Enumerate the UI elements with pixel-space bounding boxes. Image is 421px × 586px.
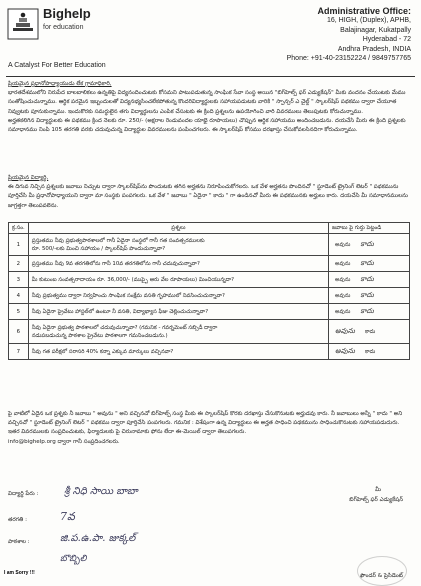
- question-text: నీవు ప్రభుత్వము ద్వారా నిర్వహించు సాంఘిక సంక్షేమ వసతి గృహములో నివసించుచున్నావా?: [28, 288, 328, 304]
- student-name-label: విద్యార్థి పేరు :: [8, 491, 39, 497]
- answer-cell[interactable]: [329, 344, 410, 360]
- student-section: [8, 174, 412, 211]
- answer-cell[interactable]: [329, 256, 410, 272]
- question-text: నీవు ఏదైనా ప్రైవేటు హాస్టల్‌లో ఉంటూ నీ వసతి, విద్యాభ్యాస ఫీజు చెల్లించుచున్నావా?: [28, 304, 328, 320]
- no-option[interactable]: కాదు: [364, 348, 376, 355]
- tagline: A Catalyst For Better Education: [8, 62, 106, 69]
- answer-cell[interactable]: [329, 320, 410, 344]
- no-option[interactable]: కాదు: [364, 328, 376, 335]
- address-value: బొబ్బిలి: [60, 554, 87, 564]
- closing-salutation: మీ: [375, 487, 381, 493]
- answer-mark: అవును: [335, 346, 355, 355]
- brand-subtitle: for education: [43, 24, 84, 31]
- answer-mark: కాదు: [360, 239, 374, 248]
- office-phone: Phone: +91-40-23152224 / 9849757765: [286, 55, 411, 63]
- question-text: మీ కుటుంబ సంవత్సరాదాయం రూ. 36,000/- (ముప్పై ఆరు వేల రూపాయలు) మించియున్నదా?: [28, 272, 328, 288]
- question-line: నీవు ఏదైనా ప్రభుత్వ పాఠశాలలో చదువుచున్నావా? (గమనిక - గవర్నమెంట్ సబ్సిడీ ద్వారా: [31, 324, 218, 331]
- office-line: Balajinagar, Kukatpally: [340, 26, 411, 34]
- yes-option[interactable]: అవును: [335, 308, 351, 315]
- table-row: [9, 234, 410, 256]
- yes-option[interactable]: అవును: [335, 260, 351, 267]
- answer-mark: కాదు: [360, 290, 374, 299]
- table-row: [9, 256, 410, 272]
- school-value: జి.ప.ఉ.పా. జుక్కల్: [60, 533, 136, 544]
- table-row: [9, 272, 410, 288]
- answer-cell[interactable]: [329, 272, 410, 288]
- answer-mark: కాదు: [360, 258, 374, 267]
- office-title: Administrative Office:: [317, 6, 411, 16]
- answer-mark: కాదు: [360, 274, 374, 283]
- student-name-value: శ్రీ నిధి సాయి బాబా: [64, 486, 138, 497]
- paragraph-2: అర్హతకలిగిన విద్యార్థులకు ఈ పథకము క్రింద నెలకు రూ. 250/- (అక్షరాల రెండువందల యాభై రూపాయలు) చొప్పున ఆర్థిక సహాయము అందించబడును. దయచేసి మీరు ఈ క్రింది ప్రశ్నలకు సమాధానము నింపి 105 తరగతి వరకు చదువుచున్న విద్యార్థుల వివరములను పంపించగలరు. ఈ స్కాలర్‌షిప్ కోసము దరఖాస్తు చేసుకోవలసినదిగా కోరుచున్నాము.: [8, 117, 406, 134]
- table-row: [9, 320, 410, 344]
- class-label: తరగతి :: [8, 517, 27, 523]
- row-number: 5: [9, 304, 29, 320]
- greeting-student: ప్రియమైన విద్యార్థి,: [8, 175, 49, 181]
- question-line: నడుపబడుచున్న పాఠశాల ప్రైవేటు పాఠశాలగా గమనించబడును.): [31, 332, 168, 339]
- table-header-row: [9, 223, 410, 234]
- answer-cell[interactable]: [329, 288, 410, 304]
- row-number: 3: [9, 272, 29, 288]
- row-number: 6: [9, 320, 29, 344]
- paragraph-5: ఇతర వివరములకు సంప్రదించుటకు, ఫిర్యాదులకు పై చిరునామాకు ఫోను లేదా ఈ-మెయిల్ ద్వారా తెలుపగలరు.: [8, 429, 247, 436]
- header-answer: జవాబు పై గుర్తు పెట్టండి: [329, 223, 410, 234]
- greeting: ప్రియమైన ప్రధానోపాధ్యాయుడు లేక గ్రామాధికారి,: [8, 81, 112, 87]
- office-line: Hyderabad - 72: [362, 36, 411, 44]
- question-text: [28, 234, 328, 256]
- letter-intro: [8, 80, 412, 135]
- yes-option[interactable]: అవును: [335, 276, 351, 283]
- contact-email: info@bighelp.org ద్వారా గానీ సంప్రదించగలరు.: [8, 438, 120, 445]
- closing-section: [8, 410, 412, 447]
- school-label: పాఠశాల :: [8, 539, 30, 545]
- row-number: 1: [9, 234, 29, 256]
- signatory-title: ఫౌండర్ & ప్రెసిడెంట్: [360, 573, 403, 579]
- class-value: 7వ: [60, 510, 75, 523]
- eligibility-table: [8, 222, 410, 360]
- paragraph-3: ఈ దిగువ నిచ్చిన ప్రశ్నలకు జవాబు నిచ్చుట ద్వారా స్కాలర్‌షిప్‌ను పొందుటకు తగిన అర్హతను నిరూపించుకోగలరు. ఒక వేళ అర్హతను పొందినచో " స్టూడెంట్ ట్రైనింగ్ లెటర్ " పథకమును పూర్తిచేసి మీ ప్రధానోపాధ్యాయుని ద్వారా మా సంస్థకు పంపగలరు. ఒక వేళ " జవాబు " ఏదైనా " కాదు " గా ఉండినచో మీరు ఈ పథకమునకు అర్హులు కారు. దయచేసి మీ సమాధానములను జాగ్రత్తగా తెలుపవలెను.: [8, 184, 408, 209]
- yes-option[interactable]: అవును: [335, 241, 351, 248]
- row-number: 7: [9, 344, 29, 360]
- answer-mark: అవును: [335, 326, 355, 335]
- answer-cell[interactable]: [329, 234, 410, 256]
- question-text: నీవు గత పరీక్షలో సరాసరి 40% కన్నా ఎక్కువ మార్కులు వచ్చినవా?: [28, 344, 328, 360]
- org-signature: బిగ్‌హెల్ప్ ఫర్ ఎడ్యుకేషన్: [349, 497, 403, 503]
- table-row: [9, 304, 410, 320]
- table-row: [9, 344, 410, 360]
- brand-name: Bighelp: [43, 6, 91, 21]
- header-serial: క్ర.సం.: [9, 223, 29, 234]
- office-address: [287, 6, 411, 64]
- office-line: Andhra Pradesh, INDIA: [337, 45, 411, 53]
- question-line: ప్రస్తుతము నీవు ప్రభుత్వపాఠశాలలో గానీ ఏదైనా సంస్థలో గానీ గత సంవత్సరములకు: [31, 237, 205, 244]
- yes-option[interactable]: అవును: [335, 292, 351, 299]
- header-questions: ప్రశ్నలు: [28, 223, 328, 234]
- office-line: 16, HIGH, (Duplex), APHB,: [326, 17, 411, 24]
- stamp-mark: [357, 556, 407, 586]
- paragraph-4: పై వాటిలో ఏదైన ఒక ప్రశ్నకు నీ జవాబు " అవును " అని వచ్చినచో బిగ్‌హెల్ప్ సంస్థ మీకు ఈ స్కాలర్‌షిప్ కొరకు దరఖాస్తు చేసుకొనుటకు అర్హుడవు కారు. నీ జవాబులు అన్నీ " కాదు " అని వచ్చినచో " స్టూడెంట్ ట్రైనింగ్ లెటర్ " పథకము ద్వారా పూర్తిచేసి పంపగలరు. గమనిక : విశేషంగా ఉన్న విద్యార్థులు ఈ అర్హత సాధించి పథకమును సాధించుకొనుటకు సహాయపడుదురు.: [8, 411, 403, 427]
- question-line: రూ. 500/-లకు మించి సహాయం / స్కాలర్‌షిప్ పొందుచున్నావా?: [31, 245, 166, 252]
- table-row: [9, 288, 410, 304]
- question-text: [28, 320, 328, 344]
- bighelp-logo: [7, 8, 39, 40]
- paragraph-1: భారతదేశములోని నిరుపేద బాలబాలికలు ఉన్నతిపై విద్యనందించుటకు కోసమని పాటుపడుతున్న సాంఘిక సేవా సంస్థ అయిన "బిగ్‌హెల్ప్ ఫర్ ఎడ్యుకేషన్" మీకు వందనం చేయుటకు మేము సంతోషించుచున్నాము. ఆర్థిక పరమైన ఇబ్బందులతో విద్యనభ్యసించలేకపోతున్న కొందరివిద్యార్థులకు సహాయపడుటకు వారికి " స్పాన్సర్ ఎ చైల్డ్ " స్కాలర్‌షిప్ పథకము ద్వారా చేయూత నివ్వుటకు పూనుకున్నాము. ఇందుకొరకు సమర్థులైన తగు విద్యార్థులను ఎంపిక చేసుటకు ఈ క్రింది ప్రశ్నలను ఉపయోగించి వారి వివరములు తెలుపుటకు కోరుచున్నాము.: [8, 90, 406, 115]
- answer-cell[interactable]: [329, 304, 410, 320]
- header-divider: [6, 76, 415, 77]
- answer-mark: కాదు: [360, 306, 374, 315]
- question-text: ప్రస్తుతము నీవు 9వ తరగతిలోను గానీ 10వ తరగతిలోను గానీ చదువుచున్నావా?: [28, 256, 328, 272]
- row-number: 4: [9, 288, 29, 304]
- handwritten-note: I am Sorry !!!: [4, 570, 35, 576]
- row-number: 2: [9, 256, 29, 272]
